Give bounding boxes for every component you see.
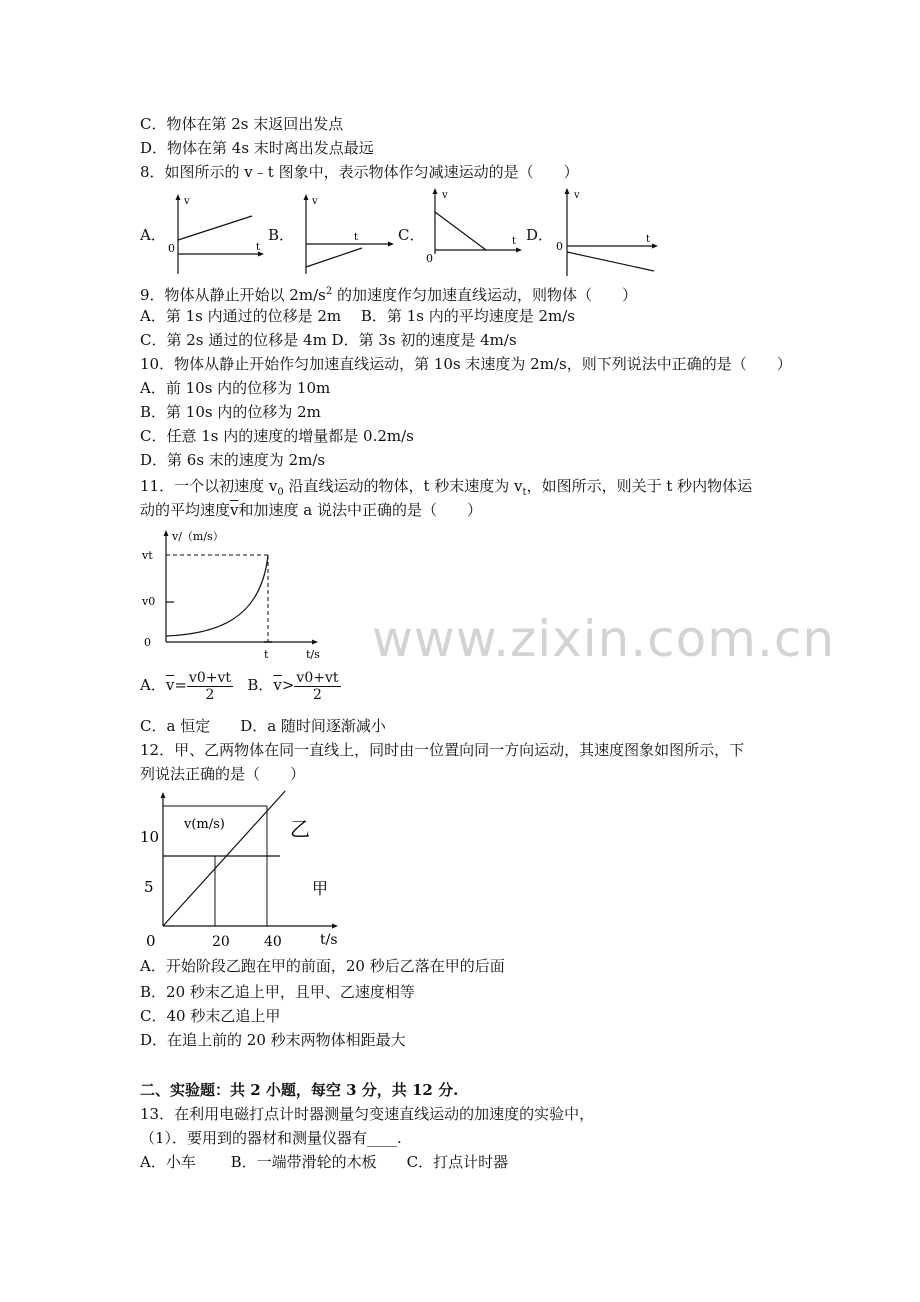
q10-option-d: D．第 6s 末的速度为 2m/s — [140, 451, 326, 469]
q8-graph-c — [420, 186, 524, 272]
q12-option-d: D．在追上前的 20 秒末两物体相距最大 — [140, 1031, 406, 1049]
q9-stem: 9．物体从静止开始以 $2m/s^2$ 的加速度作匀加速直线运动，则物体（ ） — [140, 286, 637, 304]
q8-graph-b — [290, 192, 396, 278]
q11-graph-xlabel: t/s — [306, 648, 320, 661]
q8-c-axis-t: t — [512, 236, 517, 247]
watermark: www.zixin.com.cn — [372, 610, 836, 668]
q7-option-d: D．物体在第 4s 末时离出发点最远 — [140, 139, 374, 157]
q12-option-a: A．开始阶段乙跑在甲的前面，20 秒后乙落在甲的后面 — [140, 957, 505, 975]
q12-graph-yi: 乙 — [290, 817, 310, 841]
q9-options-cd: C．第 2s 通过的位移是 4m D．第 3s 初的速度是 4m/s — [140, 331, 517, 349]
q9-options-ab: A．第 1s 内通过的位移是 2m B．第 1s 内的平均速度是 2m/s — [140, 307, 576, 325]
q12-graph-xlabel: t/s — [320, 932, 338, 948]
q12-graph-x40: 40 — [264, 934, 282, 950]
q8-label-b: B． — [268, 226, 295, 244]
q8-a-axis-v: v — [184, 196, 190, 207]
q11-options-ab: A．$\overline{v}=$ $\frac{v0+vt}{2}$ B．$\overline{v}>$ $\frac{v0+vt}{2}$ — [140, 669, 339, 703]
q10-option-b: B．第 10s 内的位移为 2m — [140, 403, 321, 421]
q8-a-axis-t: t — [256, 242, 261, 253]
q8-d-axis-v: v — [574, 190, 580, 201]
q8-b-axis-v: v — [312, 196, 318, 207]
q12-graph-jia: 甲 — [312, 879, 329, 898]
q11-stem-line1: 11．一个以初速度 $v_0$ 沿直线运动的物体，t 秒末速度为 $v_t$，如图所示，则关于 t 秒内物体运 — [140, 477, 753, 498]
q12-option-b: B．20 秒末乙追上甲，且甲、乙速度相等 — [140, 983, 415, 1001]
q8-stem: 8．如图所示的 v﹣t 图象中，表示物体作匀减速运动的是（ ） — [140, 163, 579, 181]
q11-options-cd: C．a 恒定 D．a 随时间逐渐减小 — [140, 717, 386, 735]
q8-label-a: A． — [140, 226, 166, 244]
q11-graph-ylabel: v/（m/s） — [172, 530, 224, 543]
q10-option-c: C．任意 1s 内的速度的增量都是 0.2m/s — [140, 427, 414, 445]
q13-stem: 13．在利用电磁打点计时器测量匀变速直线运动的加速度的实验中， — [140, 1105, 595, 1123]
q12-graph-y10: 10 — [140, 828, 160, 846]
section2-heading: 二、实验题：共 2 小题，每空 3 分，共 12 分. — [140, 1081, 459, 1099]
q11-graph — [136, 524, 326, 664]
q11-graph-v0: v0 — [142, 595, 156, 608]
q12-stem-line1: 12．甲、乙两物体在同一直线上，同时由一位置向同一方向运动，其速度图象如图所示，下 — [140, 741, 745, 759]
q8-label-d: D． — [526, 226, 554, 244]
q8-label-c: C． — [398, 226, 425, 244]
q8-a-origin: 0 — [168, 242, 175, 255]
q8-b-axis-t: t — [354, 232, 359, 243]
q12-graph-origin: 0 — [146, 932, 156, 950]
q8-graph-d — [550, 186, 660, 278]
q11-graph-vt: vt — [142, 549, 153, 562]
q8-c-axis-v: v — [442, 190, 448, 201]
q12-graph-y5: 5 — [144, 878, 154, 896]
q7-option-c: C．物体在第 2s 末返回出发点 — [140, 115, 344, 133]
q13-options: A．小车 B．一端带滑轮的木板 C．打点计时器 — [140, 1153, 509, 1171]
q11-stem-line2: 动的平均速度$\overline{v}$和加速度 a 说法中正确的是（ ） — [140, 501, 482, 519]
q8-graph-a — [166, 192, 266, 278]
q10-option-a: A．前 10s 内的位移为 10m — [140, 379, 331, 397]
q11-graph-t: t — [264, 648, 269, 661]
q12-graph-ylabel: v(m/s) — [184, 817, 225, 832]
q12-graph — [136, 788, 346, 952]
q8-c-origin: 0 — [426, 252, 433, 265]
q10-stem: 10．物体从静止开始作匀加速直线运动，第 10s 末速度为 2m/s，则下列说法中正确的是（ ） — [140, 355, 792, 373]
q8-d-axis-t: t — [646, 234, 651, 245]
q11-graph-origin: 0 — [144, 636, 151, 649]
q12-stem-line2: 列说法正确的是（ ） — [140, 765, 306, 783]
q8-d-origin: 0 — [556, 240, 563, 253]
q13-subquestion-1: （1）．要用到的器材和测量仪器有____. — [140, 1129, 402, 1147]
q12-graph-x20: 20 — [212, 934, 230, 950]
q12-option-c: C．40 秒末乙追上甲 — [140, 1007, 281, 1025]
